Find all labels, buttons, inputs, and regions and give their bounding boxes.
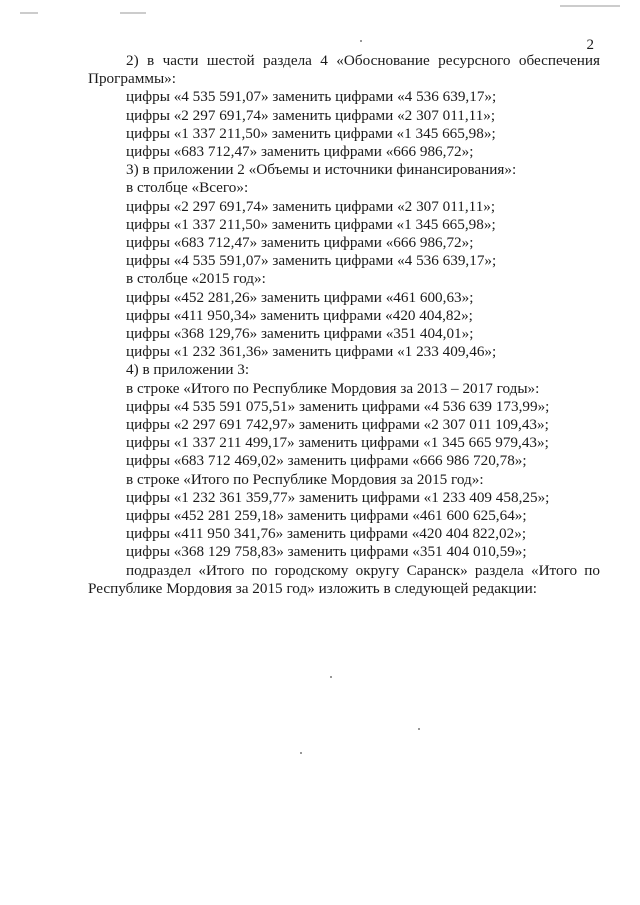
text-line: цифры «683 712 469,02» заменить цифрами «666 986 720,78»; (126, 452, 527, 470)
scan-speck (300, 752, 302, 754)
scan-artifact (560, 5, 620, 7)
text-line: цифры «4 535 591,07» заменить цифрами «4 536 639,17»; (126, 252, 497, 270)
text-line: 2) в части шестой раздела 4 «Обоснование ресурсного обеспечения (126, 52, 600, 69)
text-line: цифры «411 950,34» заменить цифрами «420 404,82»; (126, 306, 473, 324)
document-body (88, 52, 600, 598)
scan-artifact (20, 12, 38, 14)
text-line: цифры «452 281 259,18» заменить цифрами «461 600 625,64»; (126, 507, 527, 525)
text-line: цифры «683 712,47» заменить цифрами «666 986,72»; (126, 143, 474, 161)
scan-speck (330, 676, 332, 678)
text-line: 3) в приложении 2 «Объемы и источники финансирования»: (126, 161, 517, 179)
text-line: цифры «2 297 691,74» заменить цифрами «2 307 011,11»; (126, 106, 496, 124)
text-line: цифры «1 232 361 359,77» заменить цифрами «1 233 409 458,25»; (126, 488, 550, 506)
page-number: 2 (586, 37, 594, 53)
text-line: подраздел «Итого по городскому округу Саранск» раздела «Итого по (126, 561, 600, 579)
text-line: в столбце «Всего»: (126, 179, 249, 197)
text-line: цифры «2 297 691 742,97» заменить цифрами «2 307 011 109,43»; (126, 416, 549, 434)
text-line: в строке «Итого по Республике Мордовия за 2013 – 2017 годы»: (126, 379, 540, 397)
text-line: цифры «1 337 211 499,17» заменить цифрами «1 345 665 979,43»; (126, 434, 549, 452)
text-line: цифры «368 129,76» заменить цифрами «351 404,01»; (126, 325, 474, 343)
text-line: цифры «4 535 591,07» заменить цифрами «4 536 639,17»; (126, 88, 497, 106)
text-line: цифры «452 281,26» заменить цифрами «461 600,63»; (126, 288, 474, 306)
text-line: цифры «411 950 341,76» заменить цифрами «420 404 822,02»; (126, 525, 527, 543)
text-line: цифры «2 297 691,74» заменить цифрами «2 307 011,11»; (126, 197, 496, 215)
text-line: цифры «683 712,47» заменить цифрами «666 986,72»; (126, 234, 474, 252)
text-line: 4) в приложении 3: (126, 361, 250, 379)
scan-speck (360, 40, 362, 42)
text-line: цифры «4 535 591 075,51» заменить цифрами «4 536 639 173,99»; (126, 397, 550, 415)
text-line: Программы»: (88, 70, 176, 88)
text-line: цифры «368 129 758,83» заменить цифрами «351 404 010,59»; (126, 543, 527, 561)
text-line: Республике Мордовия за 2015 год» изложить в следующей редакции: (88, 579, 537, 597)
text-line: в столбце «2015 год»: (126, 270, 266, 288)
scan-speck (418, 728, 420, 730)
scan-artifact (120, 12, 146, 14)
text-line: цифры «1 337 211,50» заменить цифрами «1 345 665,98»; (126, 124, 496, 142)
text-line: в строке «Итого по Республике Мордовия за 2015 год»: (126, 470, 484, 488)
text-line: цифры «1 337 211,50» заменить цифрами «1 345 665,98»; (126, 215, 496, 233)
text-line: цифры «1 232 361,36» заменить цифрами «1 233 409,46»; (126, 343, 497, 361)
